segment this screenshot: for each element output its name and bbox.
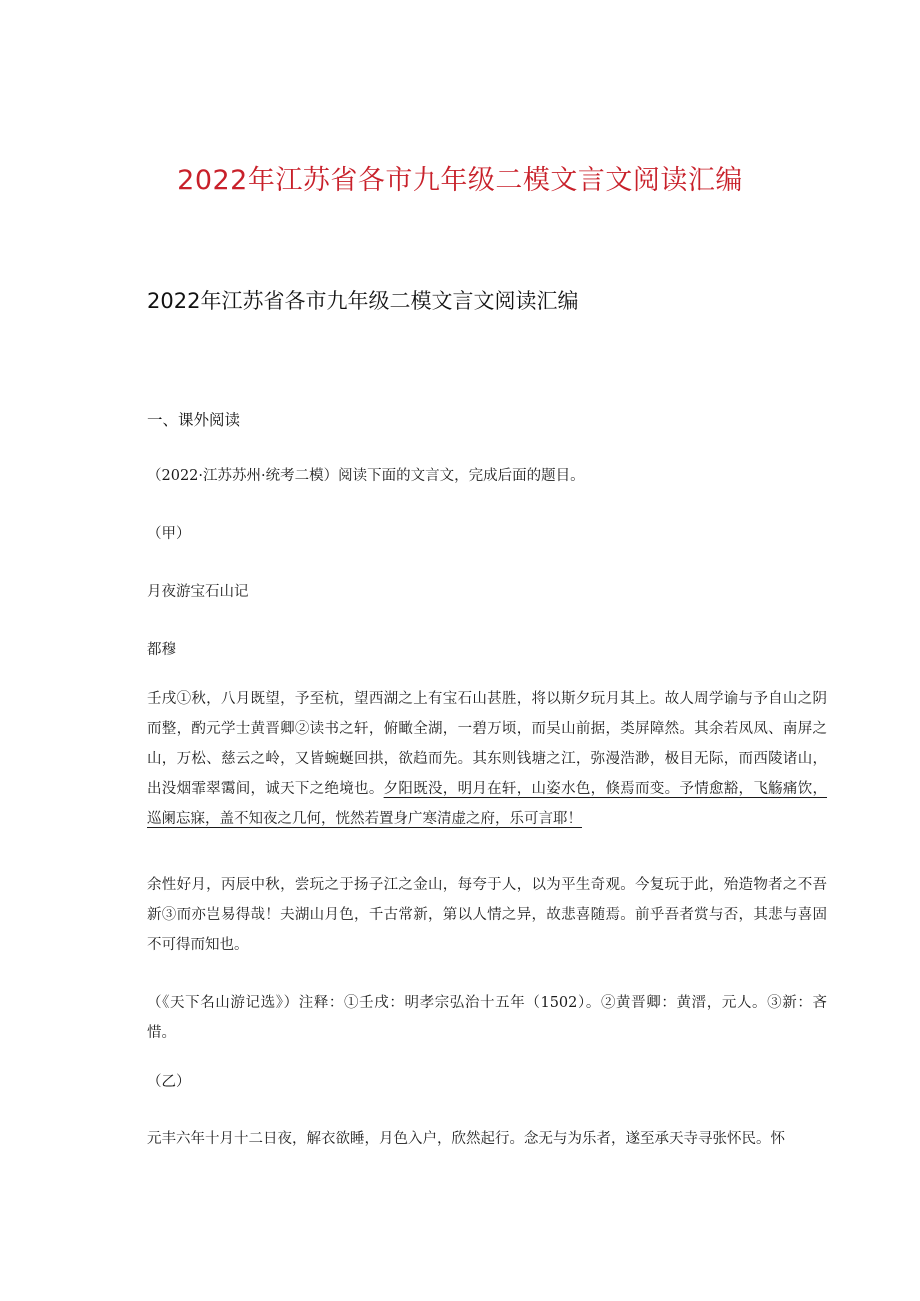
paragraph-1 bbox=[147, 684, 827, 834]
part-b-label: （乙） bbox=[147, 1074, 191, 1090]
main-title: 2022年江苏省各市九年级二模文言文阅读汇编 bbox=[177, 165, 743, 196]
paragraph-1-underlined-text: 夕阳既没，明月在轩，山姿水色，倏焉而变。予情愈豁，飞觞痛饮，巡阑忘寐，盖不知夜之几何，恍然若置身广寒清虚之府，乐可言耶！ bbox=[147, 781, 828, 827]
article-title: 月夜游宝石山记 bbox=[147, 584, 249, 600]
section-heading: 一、课外阅读 bbox=[147, 411, 241, 429]
paragraph-1-text: 壬戌①秋，八月既望，予至杭，望西湖之上有宝石山甚胜，将以斯夕玩月其上。故人周学谕与予自山之阴而整，酌元学士黄晋卿②读书之轩，俯瞰全湖，一碧万顷，而吴山前据，类屏障然。其余若凤凤、南屏之山，万松、慈云之岭，又皆蜿蜒回拱，欲趋而先。其东则钱塘之江，弥漫浩渺，极目无际，而西陵诸山，出没烟霏翠霭间，诚天下之绝境也。 bbox=[147, 691, 827, 797]
article-author: 都穆 bbox=[147, 642, 176, 658]
part-a-label: （甲） bbox=[147, 526, 191, 542]
sub-title: 2022年江苏省各市九年级二模文言文阅读汇编 bbox=[147, 289, 579, 313]
notes: （《天下名山游记选》）注释：①壬戌：明孝宗弘治十五年（1502）。②黄晋卿：黄溍，元人。③新：吝惜。 bbox=[147, 995, 827, 1041]
paragraph-3: 元丰六年十月十二日夜，解衣欲睡，月色入户，欣然起行。念无与为乐者，遂至承天寺寻张怀民。怀 bbox=[147, 1131, 785, 1147]
source-line: （2022·江苏苏州·统考二模）阅读下面的文言文，完成后面的题目。 bbox=[147, 468, 585, 484]
paragraph-2: 余性好月，丙辰中秋，尝玩之于扬子江之金山，每夸于人，以为平生奇观。今复玩于此，殆造物者之不吾新③而亦岂易得哉！夫湖山月色，千古常新，第以人情之异，故悲喜随焉。前乎吾者赏与否，其悲与喜固不可得而知也。 bbox=[147, 877, 827, 953]
